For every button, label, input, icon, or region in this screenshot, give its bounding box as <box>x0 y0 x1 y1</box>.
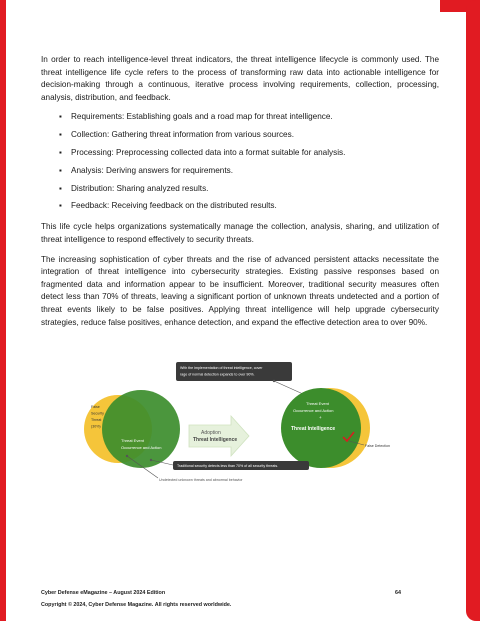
threat-label: Threat <box>91 418 102 422</box>
false-label: False <box>91 405 100 409</box>
left-red-border <box>0 0 6 621</box>
top-note-leader <box>274 381 303 394</box>
plus-label: + <box>319 415 322 420</box>
page-number: 64 <box>395 590 401 596</box>
threat-intelligence-diagram <box>81 361 401 496</box>
threat-event-circle <box>102 390 180 468</box>
threat-intelligence-arrow-label: Threat Intelligence <box>193 437 238 443</box>
lifecycle-list <box>41 112 439 211</box>
top-note-line1: With the implementation of threat intelligence, cover <box>180 366 263 370</box>
diagram-svg <box>81 361 401 496</box>
bottom-note-text: Traditional security detects less than 70% of all security threats. <box>177 464 279 468</box>
thirty-percent-label: (30%) <box>91 424 101 429</box>
list-item: ▪ Collection: Gathering threat information from various sources. <box>59 130 439 140</box>
copyright-label: Copyright © 2024, Cyber Defense Magazine. All rights reserved worldwide. <box>41 602 232 608</box>
bottom-note-dot <box>150 459 152 461</box>
page-footer <box>41 590 401 608</box>
adoption-label: Adoption <box>201 430 221 436</box>
security-label: Security <box>91 411 104 416</box>
top-note-box <box>176 362 292 381</box>
right-threat-intelligence-label: Threat Intelligence <box>291 426 336 432</box>
list-item: ▪ Processing: Preprocessing collected data into a format suitable for analysis. <box>59 148 439 158</box>
right-red-border <box>466 0 480 621</box>
intro-paragraph: In order to reach intelligence-level threat indicators, the threat intelligence lifecycle is commonly used. The threat intelligence life cycle refers to the process of transforming raw data into actionable intelligence for decision-making through a continuous, iterative process involving requirements, collection, processing, analysis, distribution, and feedback. <box>41 55 439 102</box>
list-item: ▪ Requirements: Establishing goals and a road map for threat intelligence. <box>59 112 439 122</box>
lifecycle-summary-paragraph: This life cycle helps organizations systematically manage the collection, analysis, sharing, and utilization of threat intelligence to respond effectively to security threats. <box>41 222 439 244</box>
undetected-label: Undetected unknown threats and abnormal behavior <box>159 478 243 482</box>
undetected-dot <box>126 455 128 457</box>
left-occurrence-label: Occurrence and Action <box>121 445 162 450</box>
list-item: ▪ Analysis: Deriving answers for requirements. <box>59 166 439 176</box>
right-threat-event-label: Threat Event <box>306 401 329 406</box>
top-note-line2: rage of normal detection expands to over 90%. <box>180 372 255 377</box>
list-item: ▪ Distribution: Sharing analyzed results. <box>59 184 439 194</box>
right-occurrence-label: Occurrence and Action <box>293 408 334 413</box>
footer-top-row <box>41 590 401 596</box>
edition-label: Cyber Defense eMagazine – August 2024 Edition <box>41 590 166 596</box>
adoption-arrow <box>189 416 249 456</box>
false-detection-label: False Detection <box>365 444 390 448</box>
list-item: ▪ Feedback: Receiving feedback on the distributed results. <box>59 201 439 211</box>
threat-sophistication-paragraph: The increasing sophistication of cyber threats and the rise of advanced persistent attacks necessitate the integration of threat intelligence into cybersecurity strategies. Existing passive responses based on fragmented data and information appear to be insufficient. Moreover, traditional security measures often detect less than 70% of threats, leaving a significant portion of unknown threats undetected and a portion of threat events likely to be false positives. Applying threat intelligence will help upgrade cybersecurity strategies, reduce false positives, enhance detection, and expand the effective detection area to over 90%. <box>41 254 439 327</box>
top-note-dot <box>273 380 275 382</box>
article-body <box>41 54 439 336</box>
left-threat-event-label: Threat Event <box>121 438 144 443</box>
